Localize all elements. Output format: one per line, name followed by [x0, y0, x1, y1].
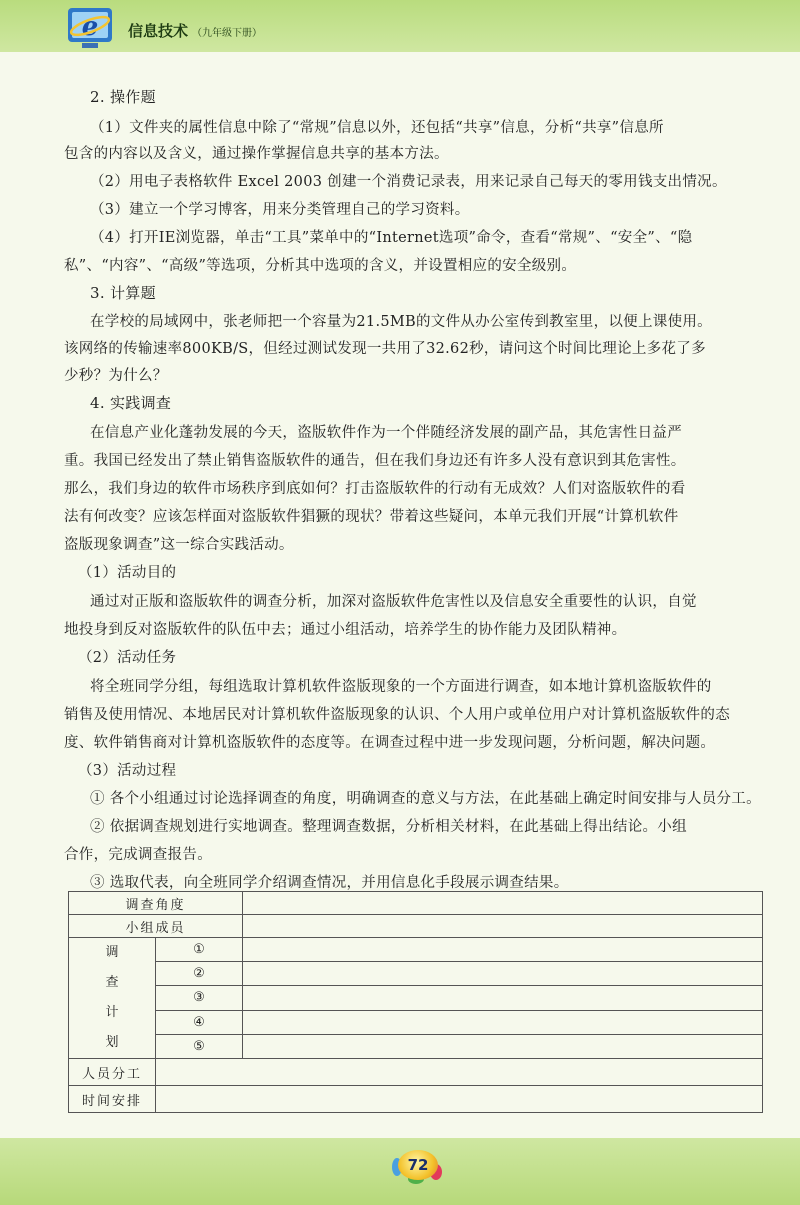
book-title-main: 信息技术: [128, 22, 189, 40]
paragraph-line: 盗版现象调查”这一综合实践活动。: [64, 537, 294, 553]
plan-char: 计: [105, 1005, 119, 1020]
table-row: [69, 892, 763, 915]
table-cell-empty: [243, 938, 763, 962]
table-cell-empty: [243, 986, 763, 1010]
paragraph-line: 该网络的传输速率800KB/S，但经过测试发现一共用了32.62秒，请问这个时间比理论上多花了多: [64, 341, 706, 357]
paragraph-line: （3）建立一个学习博客，用来分类管理自己的学习资料。: [90, 202, 470, 218]
plan-char: 调: [105, 945, 119, 960]
table-cell-empty: [243, 1034, 763, 1058]
paragraph-line: 重。我国已经发出了禁止销售盗版软件的通告，但在我们身边还有许多人没有意识到其危害性。: [64, 453, 686, 469]
table-row: [69, 962, 763, 986]
table-cell-empty: [243, 962, 763, 986]
section-title-calculation: 3. 计算题: [90, 284, 156, 302]
row-label-schedule: 时间安排: [69, 1086, 156, 1113]
svg-text:e: e: [81, 12, 99, 42]
table-row: [69, 986, 763, 1010]
paragraph-line: 在信息产业化蓬勃发展的今天，盗版软件作为一个伴随经济发展的副产品，其危害性日益严: [90, 425, 682, 441]
paragraph-line: 销售及使用情况、本地居民对计算机软件盗版现象的认识、个人用户或单位用户对计算机盗版软件的态: [64, 707, 730, 723]
paragraph-line: （2）用电子表格软件 Excel 2003 创建一个消费记录表，用来记录自己每天的零用钱支出情况。: [90, 174, 727, 190]
book-title-sub: （九年级下册）: [192, 28, 263, 39]
subsection-task: （2）活动任务: [78, 650, 177, 666]
table-row: [69, 1059, 763, 1086]
paragraph-line: 度、软件销售商对计算机盗版软件的态度等。在调查过程中进一步发现问题，分析问题，解决问题。: [64, 735, 716, 751]
table-row: [69, 915, 763, 938]
paragraph-line: （4）打开IE浏览器，单击“工具”菜单中的“Internet选项”命令，查看“常规”、“安全”、“隐: [90, 230, 693, 246]
table-row: [69, 938, 763, 962]
plan-char: 划: [105, 1035, 119, 1050]
plan-number: ①: [156, 938, 243, 962]
plan-number: ⑤: [156, 1034, 243, 1058]
table-row: [69, 1086, 763, 1113]
table-cell-empty: [156, 1059, 763, 1086]
table-cell-empty: [243, 1010, 763, 1034]
paragraph-line: 地投身到反对盗版软件的队伍中去；通过小组活动，培养学生的协作能力及团队精神。: [64, 622, 627, 638]
plan-number: ③: [156, 986, 243, 1010]
paragraph-line: ② 依据调查规划进行实地调查。整理调查数据，分析相关材料，在此基础上得出结论。小组: [90, 819, 687, 835]
paragraph-line: 少秒？为什么？: [64, 368, 168, 384]
survey-plan-table: [68, 891, 763, 1113]
paragraph-line: 那么，我们身边的软件市场秩序到底如何？打击盗版软件的行动有无成效？人们对盗版软件的看: [64, 481, 686, 497]
table-row: [69, 1010, 763, 1034]
paragraph-line: 私”、“内容”、“高级”等选项，分析其中选项的含义，并设置相应的安全级别。: [64, 258, 577, 274]
paragraph-line: （1）文件夹的属性信息中除了“常规”信息以外，还包括“共享”信息，分析“共享”信息所: [90, 120, 664, 136]
plan-number: ④: [156, 1010, 243, 1034]
table-cell-empty: [243, 915, 763, 938]
paragraph-line: ③ 选取代表，向全班同学介绍调查情况，并用信息化手段展示调查结果。: [90, 875, 569, 891]
plan-number: ②: [156, 962, 243, 986]
table-cell-empty: [156, 1086, 763, 1113]
paragraph-line: 包含的内容以及含义，通过操作掌握信息共享的基本方法。: [64, 146, 449, 162]
paragraph-line: 合作，完成调查报告。: [64, 847, 212, 863]
plan-char: 查: [105, 975, 119, 990]
page-number: 72: [398, 1150, 438, 1180]
row-label-angle: 调查角度: [69, 892, 243, 915]
table-row: [69, 1034, 763, 1058]
table-cell-empty: [243, 892, 763, 915]
row-label-plan: [69, 938, 156, 1059]
paragraph-line: 将全班同学分组，每组选取计算机软件盗版现象的一个方面进行调查，如本地计算机盗版软件的: [90, 679, 712, 695]
row-label-division: 人员分工: [69, 1059, 156, 1086]
paragraph-line: 在学校的局域网中，张老师把一个容量为21.5MB的文件从办公室传到教室里，以便上课使用。: [90, 314, 712, 330]
paragraph-line: 法有何改变？应该怎样面对盗版软件猖獗的现状？带着这些疑问，本单元我们开展“计算机软件: [64, 509, 679, 525]
row-label-members: 小组成员: [69, 915, 243, 938]
section-title-practice: 4. 实践调查: [90, 394, 172, 412]
subsection-goal: （1）活动目的: [78, 565, 177, 581]
paragraph-line: ① 各个小组通过讨论选择调查的角度，明确调查的意义与方法，在此基础上确定时间安排与人员分工。: [90, 791, 761, 807]
section-title-operation: 2. 操作题: [90, 88, 156, 106]
subsection-process: （3）活动过程: [78, 763, 177, 779]
paragraph-line: 通过对正版和盗版软件的调查分析，加深对盗版软件危害性以及信息安全重要性的认识，自觉: [90, 594, 697, 610]
